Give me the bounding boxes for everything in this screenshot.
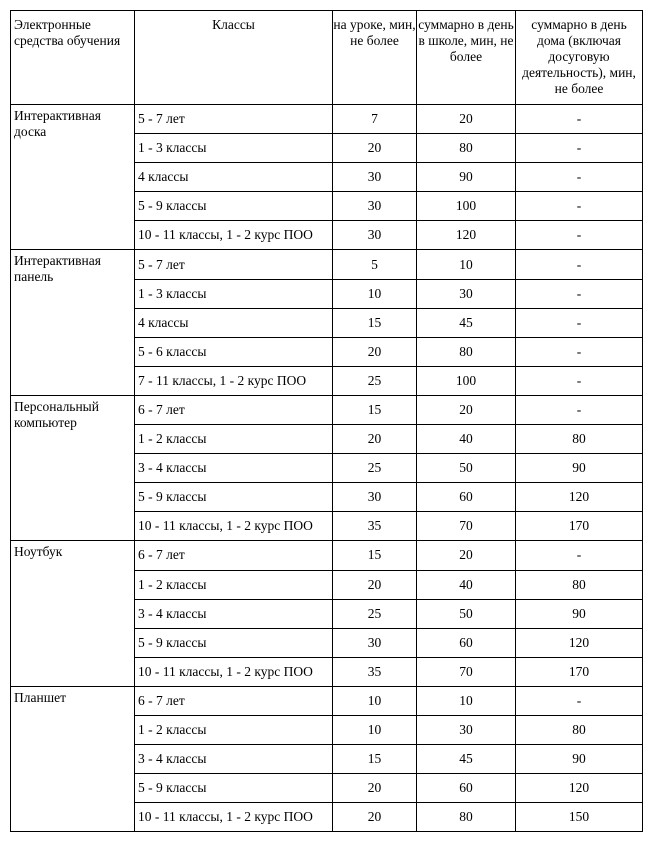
class-group: 3 - 4 классы [135,599,333,628]
home-day-minutes: - [516,541,643,570]
table-row [11,541,643,570]
school-day-minutes: 60 [417,774,516,803]
school-day-minutes: 20 [417,105,516,134]
home-day-minutes: - [516,134,643,163]
school-day-minutes: 100 [417,192,516,221]
school-day-minutes: 90 [417,163,516,192]
school-day-minutes: 40 [417,425,516,454]
class-group: 3 - 4 классы [135,454,333,483]
class-group: 4 классы [135,308,333,337]
home-day-minutes: 80 [516,715,643,744]
home-day-minutes: - [516,308,643,337]
home-day-minutes: - [516,337,643,366]
home-day-minutes: - [516,395,643,424]
school-day-minutes: 70 [417,657,516,686]
school-day-minutes: 60 [417,483,516,512]
home-day-minutes: - [516,192,643,221]
school-day-minutes: 70 [417,512,516,541]
class-group: 1 - 3 классы [135,279,333,308]
lesson-minutes: 15 [333,541,417,570]
class-group: 5 - 9 классы [135,483,333,512]
class-group: 1 - 2 классы [135,570,333,599]
home-day-minutes: - [516,686,643,715]
home-day-minutes: 90 [516,745,643,774]
class-group: 1 - 3 классы [135,134,333,163]
lesson-minutes: 15 [333,395,417,424]
home-day-minutes: 120 [516,774,643,803]
school-day-minutes: 80 [417,337,516,366]
lesson-minutes: 15 [333,745,417,774]
lesson-minutes: 30 [333,221,417,250]
table-body [11,105,643,832]
lesson-minutes: 7 [333,105,417,134]
lesson-minutes: 30 [333,628,417,657]
header-classes: Классы [135,11,333,105]
school-day-minutes: 20 [417,541,516,570]
school-day-minutes: 30 [417,279,516,308]
school-day-minutes: 40 [417,570,516,599]
device-name: Планшет [11,686,135,831]
home-day-minutes: - [516,279,643,308]
school-day-minutes: 120 [417,221,516,250]
school-day-minutes: 100 [417,366,516,395]
lesson-minutes: 25 [333,366,417,395]
class-group: 6 - 7 лет [135,541,333,570]
lesson-minutes: 20 [333,570,417,599]
home-day-minutes: 170 [516,657,643,686]
table-row [11,105,643,134]
header-school-day-minutes: суммарно в день в школе, мин, не более [417,11,516,105]
home-day-minutes: 170 [516,512,643,541]
school-day-minutes: 50 [417,454,516,483]
class-group: 3 - 4 классы [135,745,333,774]
school-day-minutes: 60 [417,628,516,657]
device-name: Интерактивная доска [11,105,135,250]
class-group: 1 - 2 классы [135,715,333,744]
table-row [11,686,643,715]
table-row [11,395,643,424]
lesson-minutes: 30 [333,163,417,192]
class-group: 5 - 7 лет [135,105,333,134]
lesson-minutes: 35 [333,657,417,686]
device-name: Интерактивная панель [11,250,135,395]
home-day-minutes: - [516,250,643,279]
home-day-minutes: - [516,163,643,192]
home-day-minutes: 120 [516,483,643,512]
class-group: 10 - 11 классы, 1 - 2 курс ПОО [135,803,333,832]
class-group: 5 - 9 классы [135,774,333,803]
home-day-minutes: 90 [516,454,643,483]
class-group: 5 - 9 классы [135,628,333,657]
school-day-minutes: 30 [417,715,516,744]
lesson-minutes: 25 [333,454,417,483]
class-group: 1 - 2 классы [135,425,333,454]
lesson-minutes: 25 [333,599,417,628]
class-group: 6 - 7 лет [135,395,333,424]
header-device: Электронные средства обучения [11,11,135,105]
lesson-minutes: 20 [333,134,417,163]
school-day-minutes: 80 [417,134,516,163]
home-day-minutes: 120 [516,628,643,657]
lesson-minutes: 20 [333,337,417,366]
class-group: 5 - 7 лет [135,250,333,279]
school-day-minutes: 45 [417,745,516,774]
lesson-minutes: 10 [333,686,417,715]
school-day-minutes: 10 [417,686,516,715]
screen-time-table [10,10,643,832]
school-day-minutes: 10 [417,250,516,279]
home-day-minutes: 80 [516,425,643,454]
lesson-minutes: 20 [333,425,417,454]
school-day-minutes: 50 [417,599,516,628]
home-day-minutes: 90 [516,599,643,628]
device-name: Персональный компьютер [11,395,135,540]
class-group: 6 - 7 лет [135,686,333,715]
lesson-minutes: 30 [333,192,417,221]
home-day-minutes: - [516,366,643,395]
lesson-minutes: 20 [333,774,417,803]
school-day-minutes: 45 [417,308,516,337]
class-group: 10 - 11 классы, 1 - 2 курс ПОО [135,657,333,686]
lesson-minutes: 20 [333,803,417,832]
header-lesson-minutes: на уроке, мин, не более [333,11,417,105]
header-home-day-minutes: суммарно в день дома (включая досуговую деятельность), мин, не более [516,11,643,105]
lesson-minutes: 15 [333,308,417,337]
school-day-minutes: 20 [417,395,516,424]
class-group: 7 - 11 классы, 1 - 2 курс ПОО [135,366,333,395]
class-group: 5 - 9 классы [135,192,333,221]
class-group: 5 - 6 классы [135,337,333,366]
class-group: 4 классы [135,163,333,192]
school-day-minutes: 80 [417,803,516,832]
lesson-minutes: 30 [333,483,417,512]
lesson-minutes: 10 [333,715,417,744]
device-name: Ноутбук [11,541,135,686]
home-day-minutes: - [516,105,643,134]
home-day-minutes: 150 [516,803,643,832]
lesson-minutes: 10 [333,279,417,308]
class-group: 10 - 11 классы, 1 - 2 курс ПОО [135,512,333,541]
table-row [11,250,643,279]
home-day-minutes: 80 [516,570,643,599]
header-row [11,11,643,105]
lesson-minutes: 5 [333,250,417,279]
home-day-minutes: - [516,221,643,250]
lesson-minutes: 35 [333,512,417,541]
class-group: 10 - 11 классы, 1 - 2 курс ПОО [135,221,333,250]
